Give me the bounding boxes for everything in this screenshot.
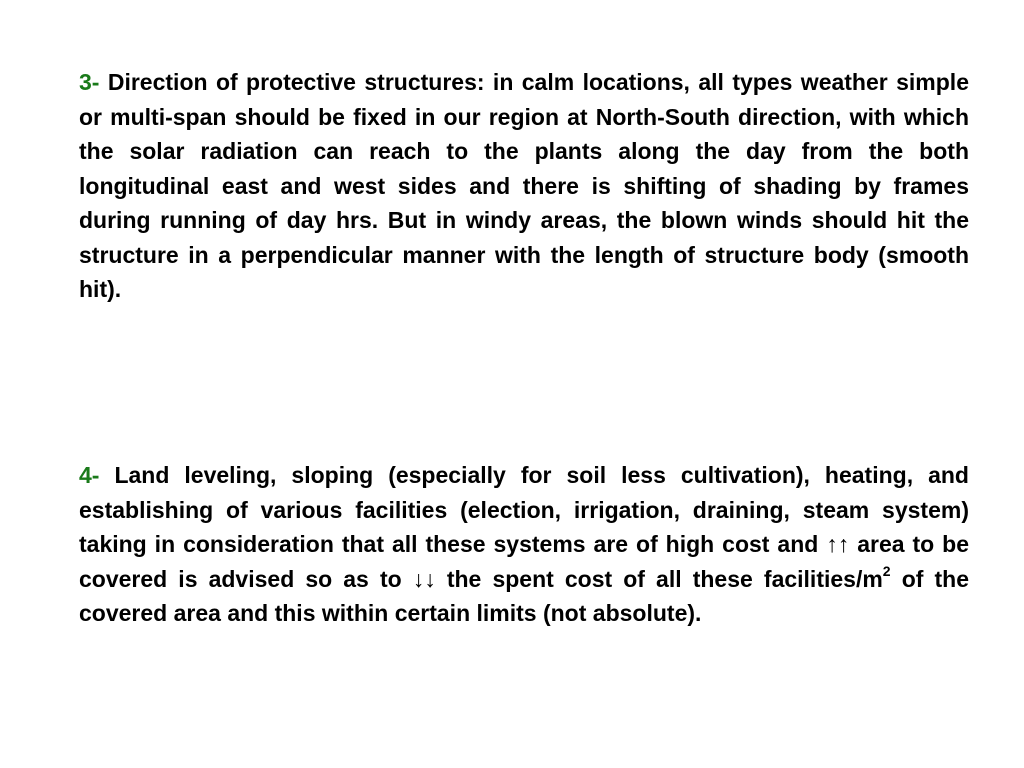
paragraph-4-text-part1: Land leveling, sloping (especially for soil less cultivation), heating, and establishing of various facilities (election, irrigation, draining, steam system) taking in consideration that all these systems are of high cost and ↑↑ area to be covered is advised so as to ↓↓ the spent cost of all these facilities/m <box>79 462 969 592</box>
paragraph-4 <box>79 458 969 631</box>
paragraph-3-text: Direction of protective structures: in calm locations, all types weather simple or multi-span should be fixed in our region at North-South direction, with which the solar radiation can reach to the plants along the day from the both longitudinal east and west sides and there is shifting of shading by frames during running of day hrs. But in windy areas, the blown winds should hit the structure in a perpendicular manner with the length of structure body (smooth hit). <box>79 69 969 302</box>
paragraph-3 <box>79 65 969 307</box>
paragraph-4-text-part2: of the covered area and this within certain limits (not absolute). <box>79 565 970 626</box>
paragraph-number-4: 4- <box>79 462 100 488</box>
superscript-2: 2 <box>882 562 891 579</box>
paragraph-number-3: 3- <box>79 69 100 95</box>
